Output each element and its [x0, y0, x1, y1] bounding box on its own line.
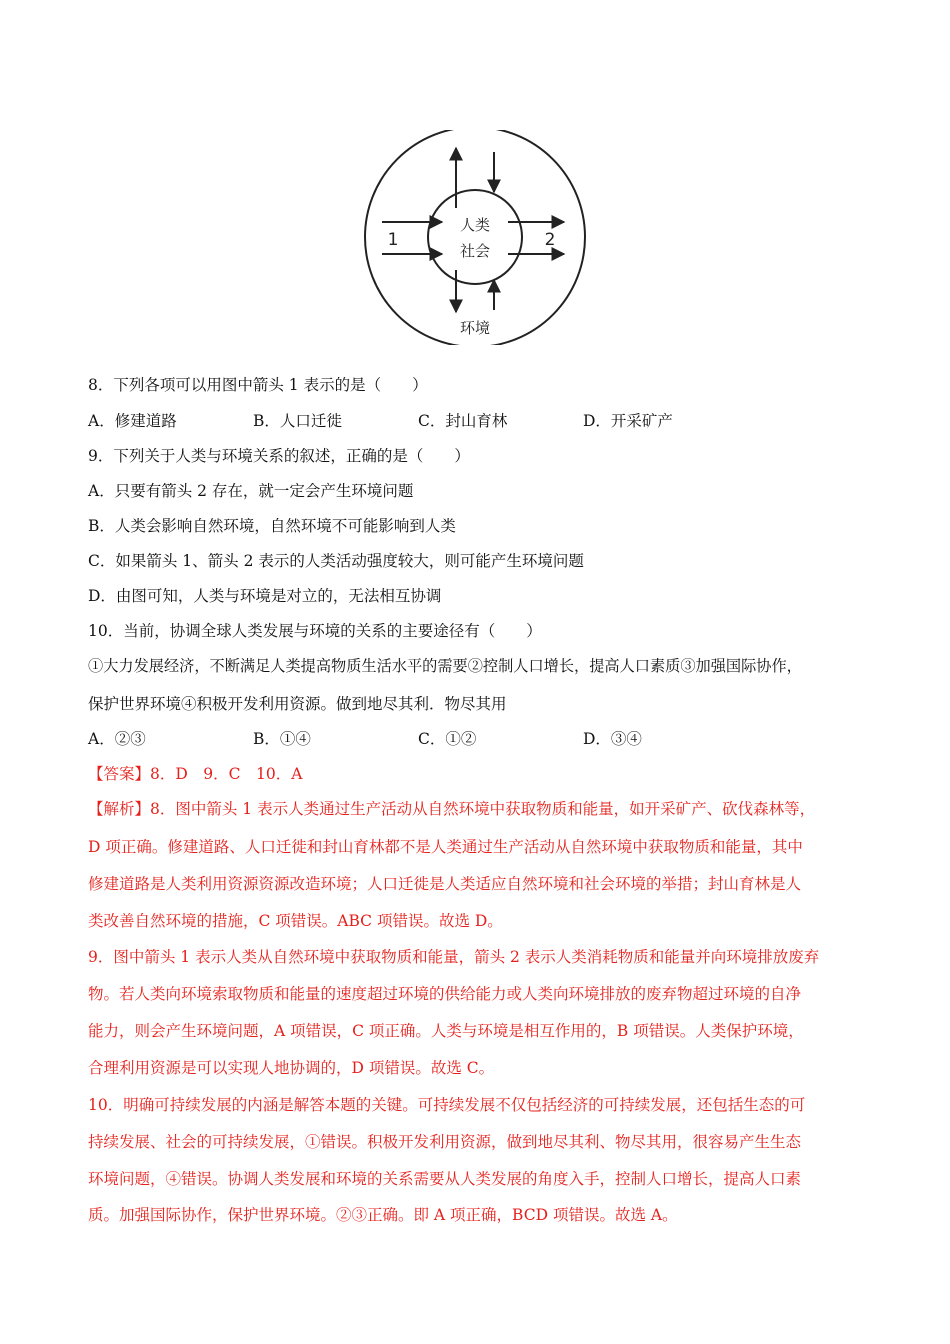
analysis-10-line-3: 环境问题，④错误。协调人类发展和环境的关系需要从人类发展的角度入手，控制人口增长，提高人口素: [88, 1170, 802, 1188]
analysis-8-line-3: 修建道路是人类利用资源资源改造环境；人口迁徙是人类适应自然环境和社会环境的举措；封山育林是人: [88, 875, 802, 893]
arrow-2-label: 2: [544, 230, 556, 250]
q8-option-b: B．人口迁徙: [253, 412, 342, 430]
q10-option-c: C．①②: [418, 730, 477, 748]
q8-option-a: A．修建道路: [88, 412, 177, 430]
analysis-10-line-1: 10．明确可持续发展的内涵是解答本题的关键。可持续发展不仅包括经济的可持续发展，还包括生态的可: [88, 1096, 806, 1114]
question-10-body-line-2: 保护世界环境④积极开发利用资源。做到地尽其利．物尽其用: [88, 695, 507, 713]
q9-option-b: B．人类会影响自然环境，自然环境不可能影响到人类: [88, 517, 456, 535]
analysis-10-line-4: 质。加强国际协作，保护世界环境。②③正确。即 A 项正确，BCD 项错误。故选 A。: [88, 1206, 678, 1224]
question-10-stem: 10．当前，协调全球人类发展与环境的关系的主要途径有（ ）: [88, 622, 542, 640]
q9-option-d: D．由图可知，人类与环境是对立的，无法相互协调: [88, 587, 442, 605]
analysis-8-line-2: D 项正确。修建道路、人口迁徙和封山育林都不是人类通过生产活动从自然环境中获取物质和能量，其中: [88, 838, 803, 856]
q8-option-d: D．开采矿产: [583, 412, 673, 430]
q9-option-a: A．只要有箭头 2 存在，就一定会产生环境问题: [88, 482, 414, 500]
q10-option-d: D．③④: [583, 730, 642, 748]
analysis-9-line-4: 合理利用资源是可以实现人地协调的，D 项错误。故选 C。: [88, 1059, 495, 1077]
question-9-stem: 9．下列关于人类与环境关系的叙述，正确的是（ ）: [88, 447, 470, 465]
question-10-body-line-1: ①大力发展经济，不断满足人类提高物质生活水平的需要②控制人口增长，提高人口素质③加强国际协作，: [88, 657, 802, 675]
outer-label: 环境: [459, 319, 491, 337]
inner-label-2: 社会: [459, 242, 491, 260]
q10-option-b: B．①④: [253, 730, 311, 748]
analysis-10-line-2: 持续发展、社会的可持续发展，①错误。积极开发利用资源，做到地尽其利、物尽其用，很容易产生生态: [88, 1133, 802, 1151]
analysis-9-line-3: 能力，则会产生环境问题，A 项错误，C 项正确。人类与环境是相互作用的，B 项错误。人类保护环境，: [88, 1022, 804, 1040]
question-8-stem: 8．下列各项可以用图中箭头 1 表示的是（ ）: [88, 376, 428, 394]
q10-option-a: A．②③: [88, 730, 146, 748]
q9-option-c: C．如果箭头 1、箭头 2 表示的人类活动强度较大，则可能产生环境问题: [88, 552, 584, 570]
q8-option-c: C．封山育林: [418, 412, 508, 430]
analysis-8-line-1: 【解析】8．图中箭头 1 表示人类通过生产活动从自然环境中获取物质和能量，如开采矿产、砍伐森林等，: [88, 800, 816, 818]
analysis-9-line-2: 物。若人类向环境索取物质和能量的速度超过环境的供给能力或人类向环境排放的废弃物超过环境的自净: [88, 985, 802, 1003]
diagram-svg: [360, 130, 590, 345]
answer-line: 【答案】8．D 9．C 10．A: [88, 765, 303, 783]
inner-label-1: 人类: [459, 216, 491, 234]
analysis-9-line-1: 9．图中箭头 1 表示人类从自然环境中获取物质和能量，箭头 2 表示人类消耗物质和能量并向环境排放废弃: [88, 948, 820, 966]
human-environment-diagram: [360, 130, 590, 345]
arrow-1-label: 1: [387, 230, 399, 250]
analysis-8-line-4: 类改善自然环境的措施，C 项错误。ABC 项错误。故选 D。: [88, 912, 503, 930]
inner-society-circle: [428, 190, 522, 284]
